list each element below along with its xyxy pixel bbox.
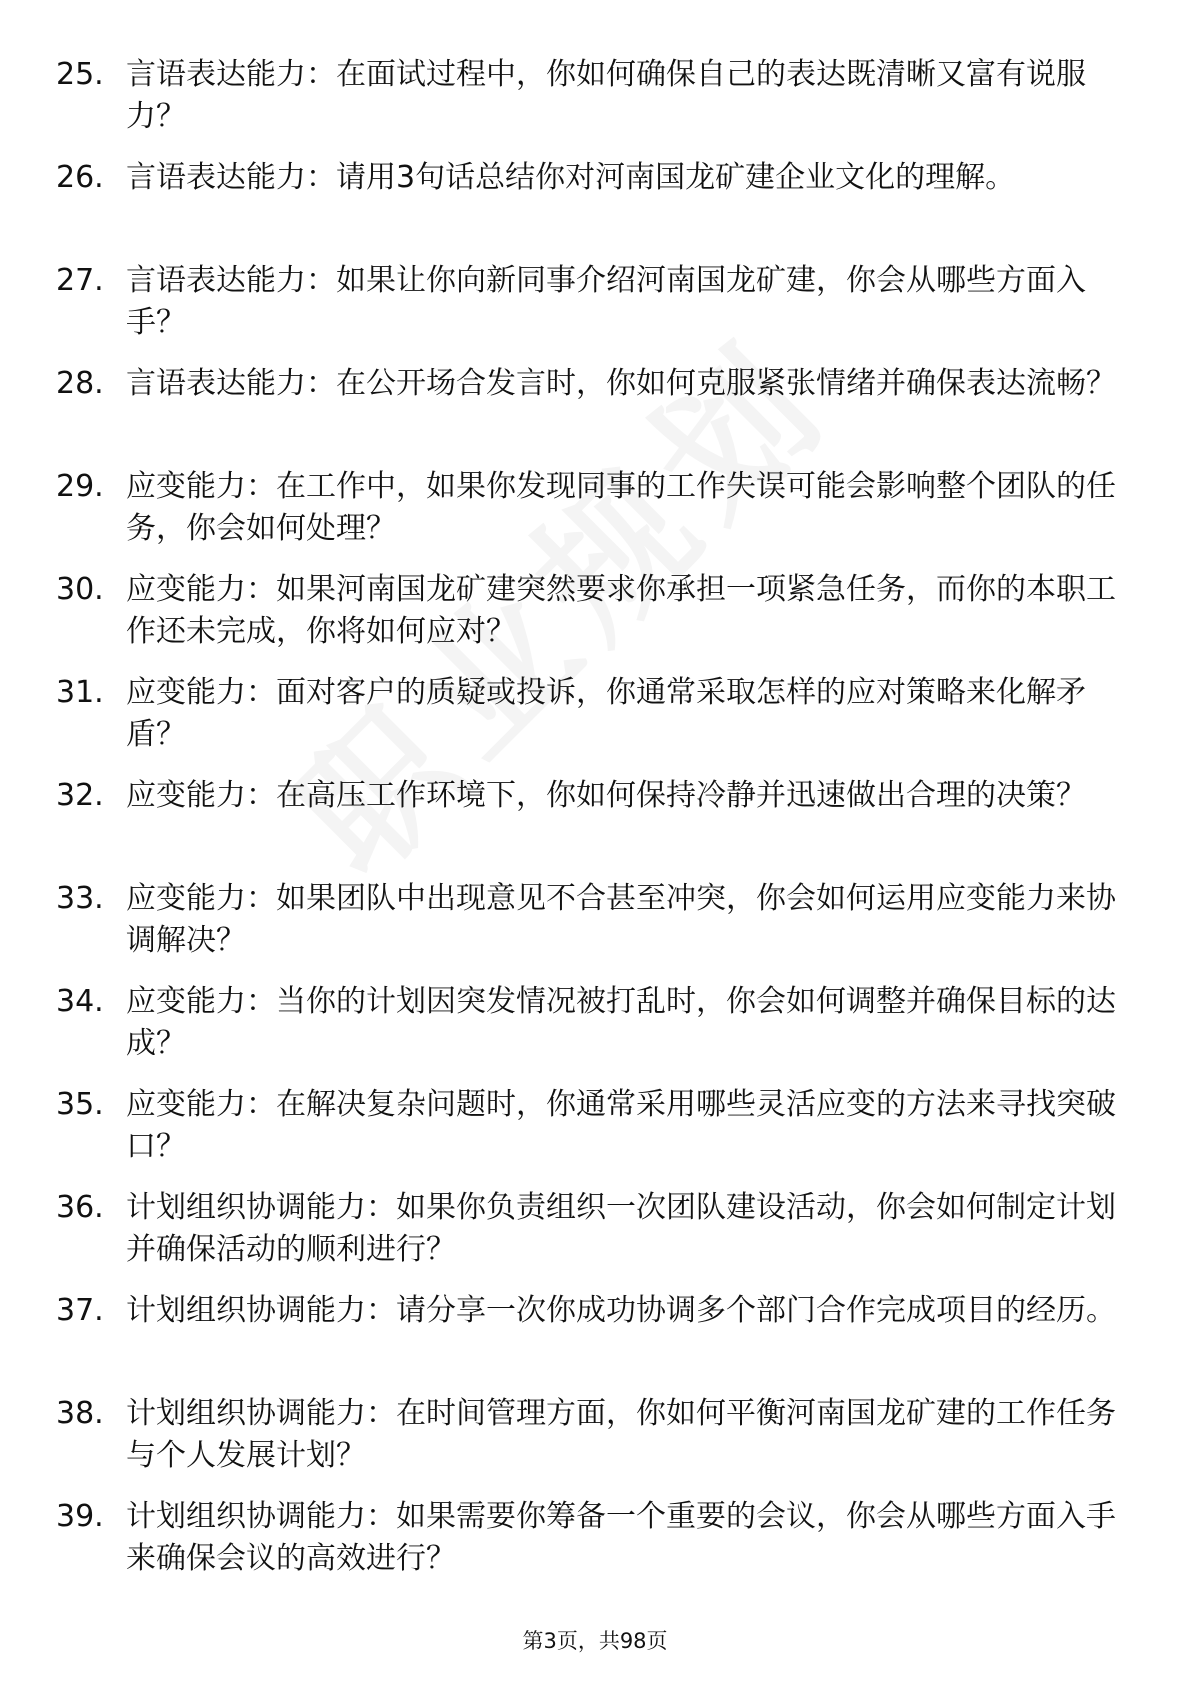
question-number: 29.: [56, 469, 104, 504]
question-text: 言语表达能力：在面试过程中，你如何确保自己的表达既清晰又富有说服力？: [126, 57, 1086, 134]
question-list: [56, 54, 1116, 1599]
question-text: 计划组织协调能力：请分享一次你成功协调多个部门合作完成项目的经历。: [126, 1293, 1116, 1328]
question-item: [56, 1290, 1116, 1374]
question-item: [56, 569, 1116, 653]
question-item: [56, 1187, 1116, 1271]
question-text: 应变能力：如果团队中出现意见不合甚至冲突，你会如何运用应变能力来协调解决？: [126, 881, 1116, 958]
question-text: 言语表达能力：请用3句话总结你对河南国龙矿建企业文化的理解。: [126, 160, 1016, 195]
question-item: [56, 672, 1116, 756]
question-text: 应变能力：在解决复杂问题时，你通常采用哪些灵活应变的方法来寻找突破口？: [126, 1087, 1116, 1164]
question-number: 37.: [56, 1293, 104, 1328]
question-text: 言语表达能力：如果让你向新同事介绍河南国龙矿建，你会从哪些方面入手？: [126, 263, 1086, 340]
question-number: 30.: [56, 572, 104, 607]
question-text: 应变能力：在工作中，如果你发现同事的工作失误可能会影响整个团队的任务，你会如何处理？: [126, 469, 1116, 546]
question-text: 计划组织协调能力：在时间管理方面，你如何平衡河南国龙矿建的工作任务与个人发展计划？: [126, 1396, 1116, 1473]
question-number: 34.: [56, 984, 104, 1019]
question-item: [56, 363, 1116, 447]
question-number: 36.: [56, 1190, 104, 1225]
question-item: [56, 775, 1116, 859]
question-item: [56, 54, 1116, 138]
question-item: [56, 878, 1116, 962]
question-number: 39.: [56, 1499, 104, 1534]
question-number: 25.: [56, 57, 104, 92]
question-text: 应变能力：在高压工作环境下，你如何保持冷静并迅速做出合理的决策？: [126, 778, 1086, 813]
question-number: 33.: [56, 881, 104, 916]
question-text: 应变能力：当你的计划因突发情况被打乱时，你会如何调整并确保目标的达成？: [126, 984, 1116, 1061]
question-text: 应变能力：如果河南国龙矿建突然要求你承担一项紧急任务，而你的本职工作还未完成，你将如何应对？: [126, 572, 1116, 649]
question-number: 35.: [56, 1087, 104, 1122]
question-number: 28.: [56, 366, 104, 401]
question-item: [56, 1393, 1116, 1477]
page-footer: 第3页，共98页: [522, 1629, 668, 1653]
question-item: [56, 466, 1116, 550]
question-item: [56, 981, 1116, 1065]
question-item: [56, 260, 1116, 344]
question-number: 38.: [56, 1396, 104, 1431]
question-item: [56, 157, 1116, 241]
question-number: 32.: [56, 778, 104, 813]
question-item: [56, 1496, 1116, 1580]
question-number: 31.: [56, 675, 104, 710]
question-number: 27.: [56, 263, 104, 298]
question-text: 计划组织协调能力：如果你负责组织一次团队建设活动，你会如何制定计划并确保活动的顺利进行？: [126, 1190, 1116, 1267]
question-text: 计划组织协调能力：如果需要你筹备一个重要的会议，你会从哪些方面入手来确保会议的高效进行？: [126, 1499, 1116, 1576]
question-text: 应变能力：面对客户的质疑或投诉，你通常采取怎样的应对策略来化解矛盾？: [126, 675, 1086, 752]
question-item: [56, 1084, 1116, 1168]
question-number: 26.: [56, 160, 104, 195]
question-text: 言语表达能力：在公开场合发言时，你如何克服紧张情绪并确保表达流畅？: [126, 366, 1116, 401]
